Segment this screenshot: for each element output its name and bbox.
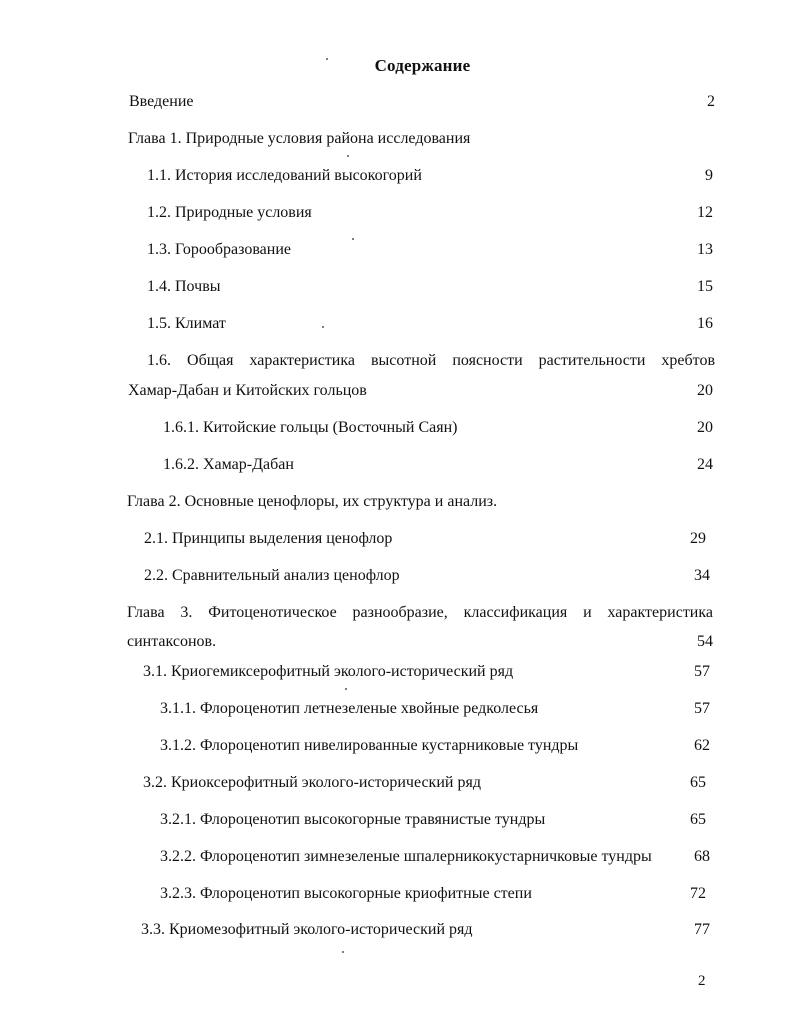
toc-entry-page: 20 xyxy=(697,382,713,399)
toc-entry-page: 57 xyxy=(694,663,710,680)
scan-speck xyxy=(342,951,344,953)
toc-entry-page: 13 xyxy=(697,241,713,258)
toc-entry-label: 1.6.1. Китойские гольцы (Восточный Саян) xyxy=(163,419,458,436)
toc-entry-page: 62 xyxy=(694,737,710,754)
toc-entry-page: 12 xyxy=(697,204,713,221)
toc-entry-label: 3.2.1. Флороценотип высокогорные травянистые тундры xyxy=(160,811,546,828)
toc-chapter-label: Глава 2. Основные ценофлоры, их структура и анализ. xyxy=(127,493,498,510)
toc-entry-label: 1.3. Горообразование xyxy=(147,241,291,258)
toc-entry-page: 9 xyxy=(705,167,713,184)
toc-entry-label: 3.2.2. Флороценотип зимнезеленые шпалерникокустарничковые тундры xyxy=(160,848,652,865)
toc-entry-label: 3.1.2. Флороценотип нивелированные кустарниковые тундры xyxy=(160,737,579,754)
toc-chapter-label: синтаксонов. xyxy=(127,633,217,650)
toc-entry-page: 29 xyxy=(690,530,706,547)
scan-speck xyxy=(326,58,328,60)
toc-entry-label: Хамар-Дабан и Китойских гольцов xyxy=(128,382,367,399)
toc-entry-page: 65 xyxy=(690,811,706,828)
toc-entry-page: 65 xyxy=(690,774,706,791)
toc-entry-page: 72 xyxy=(690,885,706,902)
toc-entry-page: 34 xyxy=(694,567,710,584)
toc-chapter-page: 54 xyxy=(697,633,713,650)
toc-entry-line1: 1.6. Общая характеристика высотной поясности растительности хребтов xyxy=(147,352,715,369)
toc-chapter-line1: Глава 3. Фитоценотическое разнообразие, классификация и характеристика xyxy=(127,604,713,621)
toc-chapter-label: Глава 1. Природные условия района исследования xyxy=(128,130,471,147)
toc-entry-label: Введение xyxy=(129,93,194,110)
toc-entry-label: 1.6.2. Хамар-Дабан xyxy=(163,456,294,473)
toc-entry-page: 20 xyxy=(697,419,713,436)
toc-entry-label: 1.2. Природные условия xyxy=(147,204,312,221)
toc-entry-label: 3.3. Криомезофитный эколого-исторический ряд xyxy=(141,921,473,938)
toc-entry-label: 3.1. Криогемиксерофитный эколого-исторический ряд xyxy=(143,663,514,680)
toc-entry-page: 16 xyxy=(697,315,713,332)
scan-speck xyxy=(345,688,347,690)
toc-entry-page: 77 xyxy=(694,921,710,938)
toc-entry-label: 3.2.3. Флороценотип высокогорные криофитные степи xyxy=(160,885,532,902)
toc-entry-label: 3.2. Криоксерофитный эколого-исторический ряд xyxy=(143,774,481,791)
toc-entry-page: 15 xyxy=(697,278,713,295)
toc-entry-label: 3.1.1. Флороценотип летнезеленые хвойные редколесья xyxy=(160,700,539,717)
toc-title: Содержание xyxy=(374,56,471,75)
toc-entry-page: 68 xyxy=(694,848,710,865)
toc-entry-page: 2 xyxy=(707,93,715,110)
scan-speck xyxy=(322,326,324,328)
toc-entry-label: 1.5. Климат xyxy=(147,315,226,332)
toc-entry-label: 1.1. История исследований высокогорий xyxy=(147,167,422,184)
toc-entry-label: 2.1. Принципы выделения ценофлор xyxy=(144,530,393,547)
toc-entry-page: 24 xyxy=(697,456,713,473)
page-number: 2 xyxy=(698,973,706,989)
toc-entry-label: 2.2. Сравнительный анализ ценофлор xyxy=(144,567,400,584)
toc-entry-page: 57 xyxy=(694,700,710,717)
scan-speck xyxy=(347,155,349,157)
scan-speck xyxy=(352,238,354,240)
toc-entry-label: 1.4. Почвы xyxy=(147,278,221,295)
